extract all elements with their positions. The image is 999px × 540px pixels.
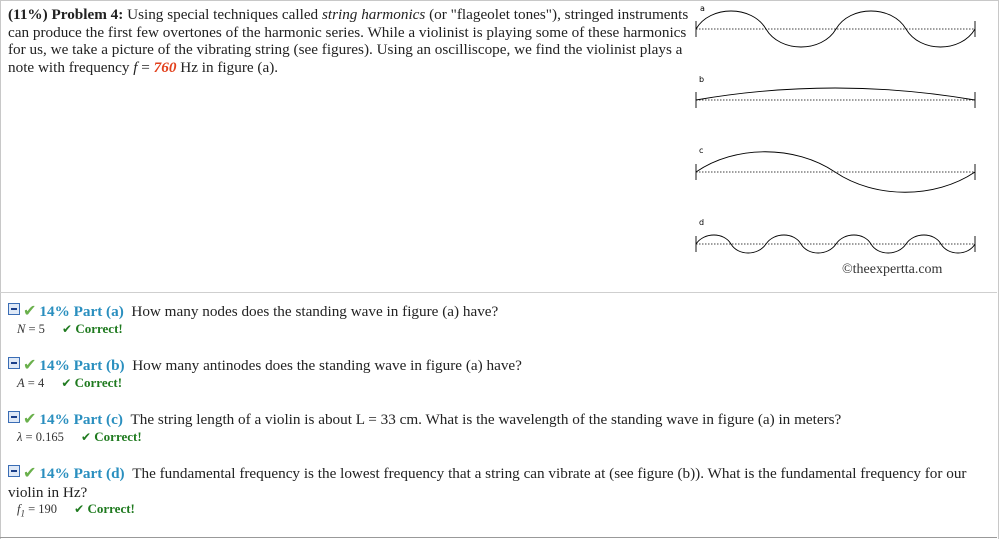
frequency-value: 760 (153, 58, 177, 76)
answer-variable: λ (17, 430, 23, 444)
figure-label-a: a (700, 4, 705, 13)
correct-badge: ✔ Correct! (74, 501, 135, 516)
part-c-answer: λ = 0.165 ✔ Correct! (17, 429, 142, 444)
check-icon: ✔ (61, 376, 72, 390)
part-d-header (8, 463, 988, 502)
checkmark-icon: ✔ (23, 463, 37, 482)
figure-a-wave (696, 11, 975, 47)
problem-statement (8, 6, 693, 76)
answer-variable: A (17, 376, 25, 390)
problem-text-1: Using special techniques called (127, 6, 322, 23)
part-b-label[interactable]: Part (b) (73, 357, 125, 374)
checkmark-icon: ✔ (23, 409, 37, 428)
checkmark-icon: ✔ (23, 355, 37, 374)
figure-label-c: c (699, 146, 704, 155)
problem-text-3: Hz in figure (a). (176, 58, 279, 76)
part-d-question: The fundamental frequency is the lowest frequency that a string can vibrate at (see figure (b)). What is the fundamental frequency for our violin in Hz? (8, 465, 967, 501)
problem-title: Problem 4: (51, 6, 124, 23)
answer-value: 190 (38, 502, 58, 516)
answer-subscript: 1 (20, 508, 25, 519)
check-icon: ✔ (74, 502, 85, 516)
collapse-icon[interactable] (8, 411, 20, 423)
part-a-percent: 14% (39, 303, 70, 320)
copyright: ©theexpertta.com (842, 262, 943, 277)
answer-value: 5 (38, 322, 45, 336)
correct-badge: ✔ Correct! (80, 429, 142, 444)
part-d-percent: 14% (39, 465, 70, 482)
figure-label-d: d (699, 218, 705, 227)
part-d-answer: $f_1 = 190$ ✔ Correct! (17, 501, 135, 519)
figure-label-b: b (699, 75, 705, 84)
part-c-question: The string length of a violin is about L = 33 cm. What is the wavelength of the standing wave in figure (a) in meters? (130, 411, 842, 428)
part-b-percent: 14% (39, 357, 70, 374)
part-b-question: How many antinodes does the standing wave in figure (a) have? (132, 357, 522, 374)
frequency-variable: f (133, 58, 138, 76)
part-c-label[interactable]: Part (c) (73, 411, 123, 428)
correct-badge: ✔ Correct! (61, 375, 123, 390)
check-icon: ✔ (80, 430, 92, 444)
figure-b-wave (696, 88, 975, 108)
problem-text-2: (or "flageolet tones"), stringed instruments can produce the first few overtones of the harmonic series. While a violinist is playing some of these harmonics for us, we take a picture of the vibrating string (see figures). Using an oscilliscope, we find the violinist plays a note with frequency (8, 6, 689, 76)
problem-percent: (11%) (8, 6, 48, 23)
part-a-answer: N = 5 ✔ Correct! (17, 321, 123, 336)
part-b-answer: A = 4 ✔ Correct! (17, 375, 123, 390)
part-a-question: How many nodes does the standing wave in figure (a) have? (131, 303, 499, 320)
part-b-header (8, 355, 988, 375)
part-a-label[interactable]: Part (a) (73, 303, 124, 320)
collapse-icon[interactable] (8, 357, 20, 369)
part-a-header (8, 301, 988, 321)
figure-d-wave (696, 235, 975, 253)
collapse-icon[interactable] (8, 465, 20, 477)
answer-value: 4 (37, 376, 45, 390)
checkmark-icon: ✔ (23, 301, 37, 320)
part-c-header (8, 409, 988, 429)
string-figures (690, 0, 980, 262)
check-icon: ✔ (62, 322, 73, 336)
collapse-icon[interactable] (8, 303, 20, 315)
equals-sign: = (137, 58, 154, 76)
correct-badge: ✔ Correct! (62, 321, 123, 336)
answer-variable: N (17, 322, 26, 336)
part-c-percent: 14% (39, 411, 70, 428)
answer-variable: f (17, 502, 21, 516)
bottom-divider (0, 537, 997, 538)
problem-term: string harmonics (321, 6, 426, 23)
figure-c-wave (696, 152, 975, 193)
part-d-label[interactable]: Part (d) (73, 465, 125, 482)
answer-value: 0.165 (35, 430, 64, 444)
